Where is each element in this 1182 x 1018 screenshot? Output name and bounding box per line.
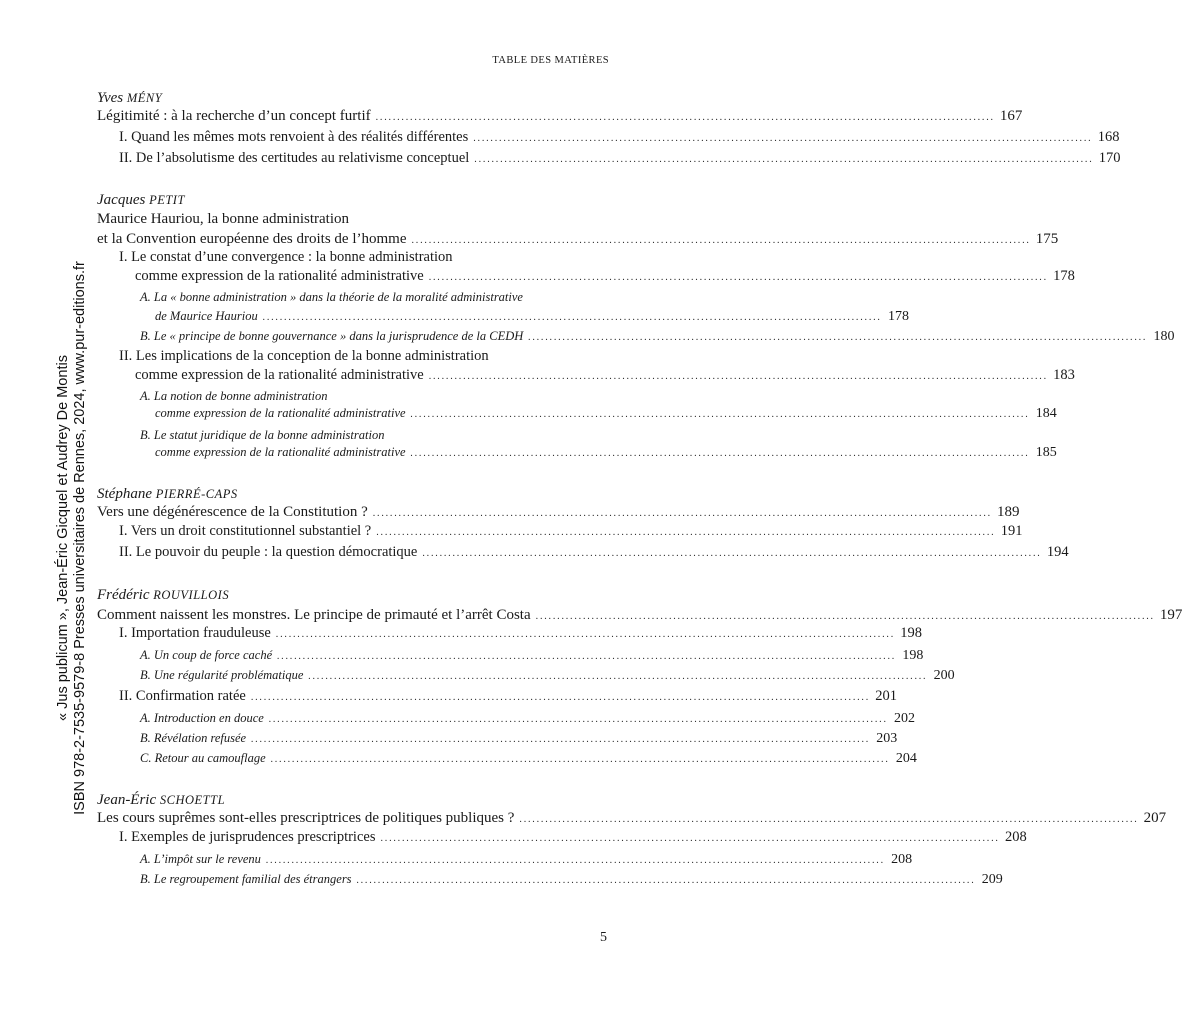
entry-title: B. Le regroupement familial des étrangers bbox=[140, 872, 352, 886]
author-heading bbox=[97, 90, 162, 107]
author-last-name: MÉNY bbox=[126, 91, 163, 105]
toc-entry[interactable]: I. Quand les mêmes mots renvoient à des réalités différentes ................................................................................................................................................ 168 bbox=[119, 129, 1120, 145]
entry-title: I. Vers un droit constitutionnel substantiel ? bbox=[119, 523, 372, 539]
toc-entry[interactable]: Comment naissent les monstres. Le principe de primauté et l’arrêt Costa ................................................................................................................................................ 197 bbox=[97, 607, 1182, 623]
page-number: 200 bbox=[933, 668, 955, 683]
toc-entry[interactable]: B. Révélation refusée ................................................................................................................................................ 203 bbox=[140, 731, 898, 746]
page-number: 178 bbox=[1053, 268, 1075, 284]
toc-entry[interactable]: A. L’impôt sur le revenu ................................................................................................................................................ 208 bbox=[140, 852, 913, 867]
author-last-name: PETIT bbox=[149, 193, 185, 207]
entry-title: II. Le pouvoir du peuple : la question démocratique bbox=[119, 544, 418, 560]
toc-entry[interactable]: Légitimité : à la recherche d’un concept furtif ................................................................................................................................................ 167 bbox=[97, 108, 1023, 124]
page-number: 194 bbox=[1046, 544, 1069, 560]
toc-entry[interactable]: comme expression de la rationalité administrative ................................................................................................................................................ 185 bbox=[155, 445, 1057, 460]
entry-title: comme expression de la rationalité administrative bbox=[135, 268, 424, 284]
sidebar-line-2: ISBN 978-2-7535-9579-8 Presses universitaires de Rennes, 2024, www.pur-editions.fr bbox=[72, 261, 88, 815]
page-number: 208 bbox=[1004, 829, 1027, 845]
entry-title: comme expression de la rationalité administrative bbox=[155, 445, 406, 459]
sidebar-line-1: « Jus publicum », Jean-Éric Gicquel et Audrey De Montis bbox=[55, 355, 71, 721]
toc-entry[interactable]: II. De l’absolutisme des certitudes au relativisme conceptuel ................................................................................................................................................ 170 bbox=[119, 150, 1121, 166]
toc-entry[interactable]: C. Retour au camouflage ................................................................................................................................................ 204 bbox=[140, 751, 917, 766]
page-number: 184 bbox=[1035, 406, 1057, 421]
author-last-name: ROUVILLOIS bbox=[153, 588, 230, 602]
author-heading bbox=[97, 792, 225, 809]
toc-entry[interactable]: B. Le regroupement familial des étrangers ................................................................................................................................................ 209 bbox=[140, 872, 1003, 887]
page-number: 191 bbox=[1000, 523, 1023, 539]
entry-title: et la Convention européenne des droits de l’homme bbox=[97, 231, 407, 247]
page-number: 180 bbox=[1153, 329, 1175, 344]
entry-title: A. Introduction en douce bbox=[140, 711, 264, 725]
page-number: 198 bbox=[900, 625, 922, 641]
toc-entry[interactable]: II. Confirmation ratée ................................................................................................................................................ 201 bbox=[119, 688, 898, 704]
entry-title: Les cours suprêmes sont-elles prescriptrices de politiques publiques ? bbox=[97, 810, 515, 826]
toc-entry[interactable]: comme expression de la rationalité administrative ................................................................................................................................................ 178 bbox=[135, 268, 1075, 284]
toc-entry[interactable]: II. Le pouvoir du peuple : la question démocratique ................................................................................................................................................ 194 bbox=[119, 544, 1069, 560]
entry-title: B. Le « principe de bonne gouvernance » dans la jurisprudence de la CEDH bbox=[140, 329, 524, 343]
table-of-contents bbox=[97, 0, 1182, 1018]
page-number: 185 bbox=[1035, 445, 1057, 460]
toc-entry[interactable]: Les cours suprêmes sont-elles prescriptrices de politiques publiques ? ................................................................................................................................................ 207 bbox=[97, 810, 1167, 826]
entry-title: A. L’impôt sur le revenu bbox=[140, 852, 261, 866]
page-number: 197 bbox=[1159, 607, 1182, 623]
page-number-footer: 5 bbox=[600, 930, 607, 945]
author-heading bbox=[97, 486, 238, 503]
page-number: 189 bbox=[996, 504, 1020, 520]
toc-entry[interactable]: comme expression de la rationalité administrative ................................................................................................................................................ 183 bbox=[135, 367, 1075, 383]
entry-title: comme expression de la rationalité administrative bbox=[155, 406, 406, 420]
entry-title: Comment naissent les monstres. Le principe de primauté et l’arrêt Costa bbox=[97, 607, 531, 623]
entry-title: I. Quand les mêmes mots renvoient à des réalités différentes bbox=[119, 129, 469, 145]
copyright-sidebar bbox=[55, 58, 89, 1018]
toc-entry[interactable]: A. Introduction en douce ................................................................................................................................................ 202 bbox=[140, 711, 916, 726]
page-number: 183 bbox=[1053, 367, 1075, 383]
entry-title: comme expression de la rationalité administrative bbox=[135, 367, 424, 383]
toc-entry[interactable]: I. Vers un droit constitutionnel substantiel ? ................................................................................................................................................ 191 bbox=[119, 523, 1023, 539]
toc-entry[interactable]: de Maurice Hauriou ................................................................................................................................................ 178 bbox=[155, 309, 909, 324]
author-first-name: Jacques bbox=[97, 192, 150, 208]
page-number: 204 bbox=[895, 751, 917, 766]
entry-title: C. Retour au camouflage bbox=[140, 751, 266, 765]
entry-title: II. De l’absolutisme des certitudes au relativisme conceptuel bbox=[119, 150, 470, 166]
page-number: 202 bbox=[894, 711, 916, 726]
toc-entry[interactable]: A. Un coup de force caché ................................................................................................................................................ 198 bbox=[140, 648, 924, 663]
page-number: 209 bbox=[981, 872, 1003, 887]
author-first-name: Yves bbox=[97, 90, 127, 106]
author-first-name: Frédéric bbox=[97, 587, 154, 603]
entry-title-line: A. La notion de bonne administration bbox=[140, 389, 328, 403]
toc-entry[interactable]: et la Convention européenne des droits de l’homme ................................................................................................................................................ 175 bbox=[97, 231, 1059, 247]
entry-title: A. Un coup de force caché bbox=[140, 648, 273, 662]
toc-entry[interactable]: Vers une dégénérescence de la Constitution ? ................................................................................................................................................ 189 bbox=[97, 504, 1020, 520]
entry-title: B. Une régularité problématique bbox=[140, 668, 304, 682]
entry-title: Vers une dégénérescence de la Constitution ? bbox=[97, 504, 368, 520]
entry-title-line: II. Les implications de la conception de la bonne administration bbox=[119, 348, 489, 364]
entry-title-line: B. Le statut juridique de la bonne administration bbox=[140, 428, 385, 442]
entry-title-line: Maurice Hauriou, la bonne administration bbox=[97, 211, 350, 227]
page-number: 198 bbox=[902, 648, 924, 663]
author-first-name: Jean-Éric bbox=[97, 792, 160, 808]
toc-entry[interactable]: I. Exemples de jurisprudences prescriptrices ................................................................................................................................................ 208 bbox=[119, 829, 1027, 845]
entry-title: II. Confirmation ratée bbox=[119, 688, 246, 704]
author-heading bbox=[97, 587, 229, 604]
toc-entry[interactable]: B. Le « principe de bonne gouvernance » dans la jurisprudence de la CEDH ................................................................................................................................................ 180 bbox=[140, 329, 1175, 344]
entry-title: de Maurice Hauriou bbox=[155, 309, 258, 323]
author-last-name: PIERRÉ-CAPS bbox=[155, 487, 238, 501]
toc-entry[interactable]: comme expression de la rationalité administrative ................................................................................................................................................ 184 bbox=[155, 406, 1057, 421]
page-number: 167 bbox=[999, 108, 1023, 124]
entry-title: I. Exemples de jurisprudences prescriptrices bbox=[119, 829, 376, 845]
entry-title: I. Importation frauduleuse bbox=[119, 625, 271, 641]
entry-title: B. Révélation refusée bbox=[140, 731, 247, 745]
toc-entry[interactable]: B. Une régularité problématique ................................................................................................................................................ 200 bbox=[140, 668, 955, 683]
page-number: 207 bbox=[1143, 810, 1167, 826]
page-number: 175 bbox=[1035, 231, 1059, 247]
page-number: 208 bbox=[891, 852, 913, 867]
entry-title: Légitimité : à la recherche d’un concept furtif bbox=[97, 108, 371, 124]
entry-title-line: I. Le constat d’une convergence : la bonne administration bbox=[119, 249, 453, 265]
author-heading bbox=[97, 192, 185, 209]
page-number: 170 bbox=[1098, 150, 1121, 166]
toc-entry[interactable]: I. Importation frauduleuse ................................................................................................................................................ 198 bbox=[119, 625, 922, 641]
author-first-name: Stéphane bbox=[97, 486, 156, 502]
page-number: 178 bbox=[887, 309, 909, 324]
page-number: 168 bbox=[1097, 129, 1120, 145]
running-head: TABLE DES MATIÈRES bbox=[492, 55, 609, 66]
page-number: 203 bbox=[876, 731, 898, 746]
page-number: 201 bbox=[875, 688, 898, 704]
author-last-name: SCHOETTL bbox=[159, 793, 226, 807]
entry-title-line: A. La « bonne administration » dans la théorie de la moralité administrative bbox=[140, 290, 523, 304]
